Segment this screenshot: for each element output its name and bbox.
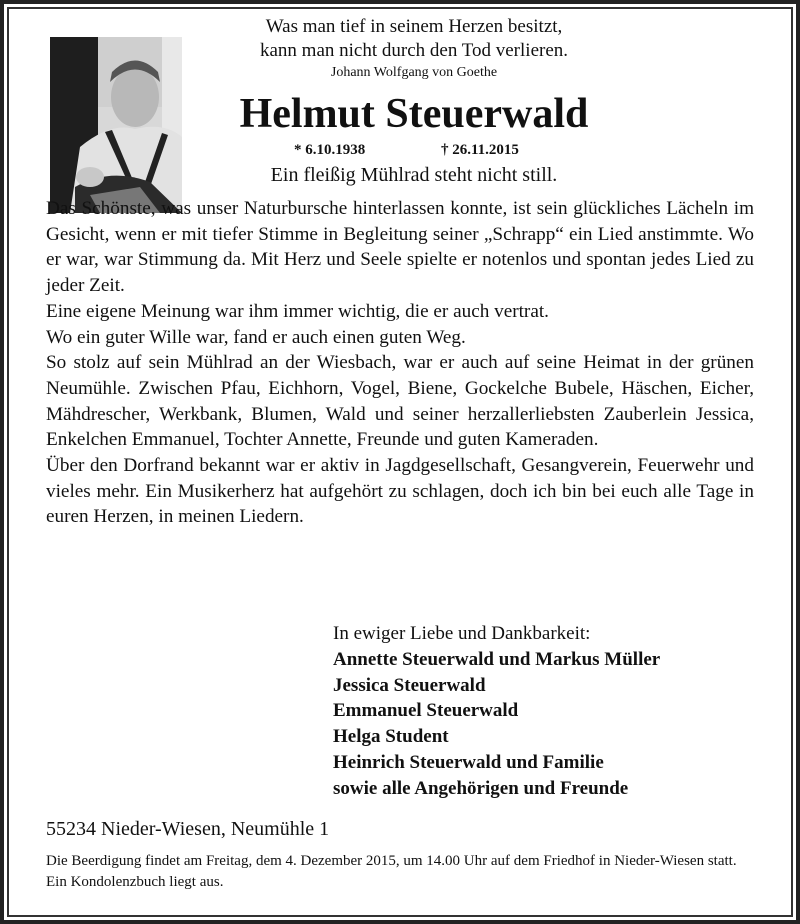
quote-line-1: Was man tief in seinem Herzen besitzt, [265, 16, 563, 37]
family-address: 55234 Nieder-Wiesen, Neumühle 1 [46, 818, 330, 840]
portrait-image [50, 37, 182, 213]
death-date: † 26.11.2015 [441, 142, 519, 158]
motto: Ein fleißig Mühlrad steht nicht still. [270, 164, 558, 186]
quote-author: Johann Wolfgang von Goethe [330, 65, 498, 80]
eulogy-paragraph: Eine eigene Meinung war ihm immer wichtig, die er auch vertrat. [46, 300, 549, 322]
quote-line-2: kann man nicht durch den Tod verlieren. [259, 40, 569, 61]
mourner-name: Helga Student [333, 726, 449, 748]
eulogy-paragraph: So stolz auf sein Mühlrad an der Wiesbach, war er auch auf seine Heimat in der grünen Neumühle. Zwischen Pfau, Eichhorn, Vogel, Biene, Gockelche Bubele, Häschen, Eicher, Mähdrescher, Werkbank, Blumen, Wald und seiner herzallerliebsten Zauberlein Jessica, Enkelchen Emmanuel, Tochter Annette, Freunde und guten Kameraden. [46, 352, 754, 451]
goethe-quote [194, 15, 634, 63]
portrait-photo [50, 37, 182, 213]
funeral-notice: Die Beerdigung findet am Freitag, dem 4. Dezember 2015, um 14.00 Uhr auf dem Friedhof in Nieder-Wiesen statt. Ein Kondolenzbuch liegt aus. [46, 853, 737, 890]
obituary-notice [9, 9, 791, 915]
deceased-name: Helmut Steuerwald [239, 91, 589, 137]
signature-block [333, 621, 660, 802]
eulogy-paragraph: Das Schönste, was unser Naturbursche hinterlassen konnte, ist sein glückliches Lächeln im Gesicht, wenn er mit tiefer Stimme in Begleitung seiner „Schrapp“ ein Lied anstimmte. Wo er war, war Stimmung da. Mit Herz und Seele spielte er notenlos und spontan jedes Lied zu jeder Zeit. [46, 198, 754, 297]
mourner-name: Heinrich Steuerwald und Familie [333, 751, 604, 773]
eulogy-paragraph: Wo ein guter Wille war, fand er auch einen guten Weg. [46, 326, 466, 348]
signature-intro: In ewiger Liebe und Dankbarkeit: [333, 623, 591, 644]
eulogy-text [46, 196, 754, 530]
eulogy-paragraph: Über den Dorfrand bekannt war er aktiv in Jagdgesellschaft, Gesangverein, Feuerwehr und vieles mehr. Ein Musikerherz hat aufgehört zu schlagen, doch ich bin bei euch alle Tage in euren Herzen, in meinen Liedern. [46, 455, 754, 528]
birth-date: * 6.10.1938 [294, 142, 366, 158]
mourner-name: sowie alle Angehörigen und Freunde [333, 777, 629, 799]
mourner-name: Annette Steuerwald und Markus Müller [333, 648, 661, 670]
mourner-name: Emmanuel Steuerwald [333, 700, 519, 722]
mourner-name: Jessica Steuerwald [333, 674, 486, 696]
